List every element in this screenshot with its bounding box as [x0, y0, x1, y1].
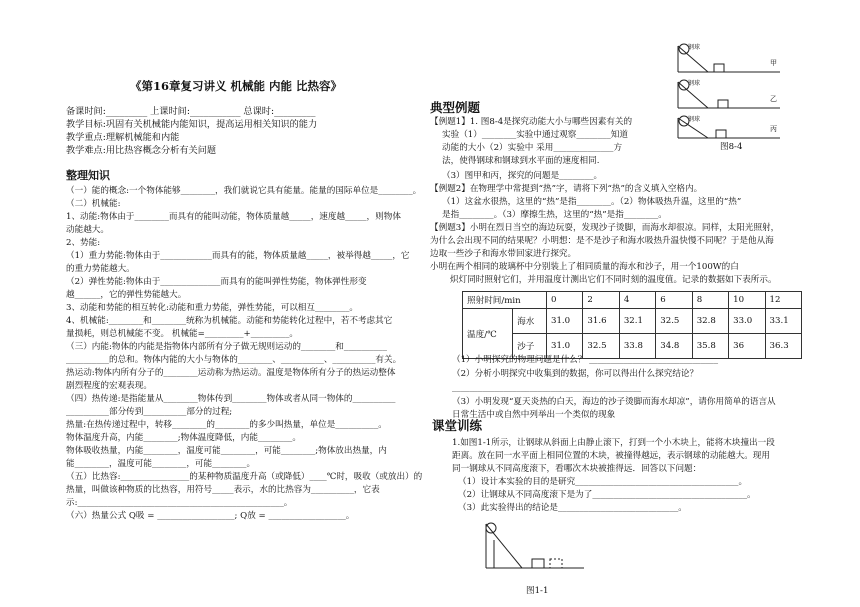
text-line: __________部分传到__________部分的过程; [66, 407, 233, 417]
table-header-cell: 6 [656, 292, 692, 309]
table-header-cell: 4 [619, 292, 655, 309]
table-cell: 31.0 [547, 334, 583, 359]
text-line: 物体温度升高，内能________;物体温度降低，内能________。 [66, 433, 301, 443]
text-line: 热量，叫做该种物质的比热容，用符号_____表示，水的比热容为__________，它表 [66, 485, 380, 495]
text-line: 法，使得钢球和钢球到水平面的速度相同. [442, 156, 600, 166]
text-line: （3）此实验得出的结论是____________________________。 [458, 503, 687, 513]
text-line: 物体吸收热量，内能________，温度可能________，可能________;物体放出热量，内 [66, 446, 387, 456]
text-line: （四）热传递:是指能量从________物体传到________物体或者从同一物体的__________ [66, 394, 396, 404]
text-line: 【例题3】小明在烈日当空的海边玩耍，发现沙子烫脚，而海水却很凉。同样，太阳光照射， [430, 223, 780, 233]
text-line: 距离。放在同一水平面上相同位置的木块，被撞得越远，表示钢球的动能越大。现用 [452, 451, 770, 461]
text-line: （二）机械能: [66, 199, 121, 209]
table-cell: 36 [729, 334, 765, 359]
text-line: （五）比热容:________________的某种物质温度升高（或降低）____℃时，吸收（或放出）的 [66, 472, 423, 482]
table-cell: 31.6 [583, 309, 619, 334]
text-line: 实验（1）________实验中通过观察________知道 [442, 130, 628, 140]
text-line: 小明在两个相同的玻璃杯中分别装上了相同质量的海水和沙子，用一个100W的白 [430, 262, 739, 272]
text-line: 热运动:物体内所有分子的________运动称为热运动。温度是物体所有分子的热运动整体 [66, 368, 396, 378]
info-line: 教学目标:巩固有关机械能内能知识，提高运用相关知识的能力 [66, 119, 318, 130]
table-cell: 32.5 [583, 334, 619, 359]
info-line: 教学难点:用比热容概念分析有关问题 [66, 145, 217, 156]
text-line: 日常生活中或自然中列举出一个类似的现象 [452, 410, 616, 420]
ramp-figure-1-1 [476, 516, 588, 586]
text-line: 边取一些沙子和海水带回家进行探究。 [430, 249, 577, 259]
text-line: 量损耗，则总机械能不变。 机械能=_________+_________。 [66, 329, 298, 339]
info-line: 备课时间:_________ 上课时间:___________ 总课时:_________ [66, 106, 316, 117]
ramp-figure-8-4 [672, 38, 784, 146]
text-line: 4、机械能:________和________统称为机械能。动能和势能转化过程中，若不考虑其它 [66, 316, 393, 326]
text-line: （3）图甲和丙，探究的问题是________。 [442, 171, 603, 181]
text-line: 能________，温度可能________，可能________。 [66, 459, 256, 469]
text-line: 的重力势能越大。 [66, 264, 135, 274]
text-line: （1）小明探究的物理问题是什么？ ______________________________ [452, 355, 719, 365]
text-line: （2）弹性势能:物体由于______________而具有的能叫弹性势能，物体弹性形变 [66, 277, 367, 287]
text-line: 同一钢球从不同高度滚下，看哪次木块被推得远．回答以下问题： [452, 464, 702, 474]
table-header-cell: 2 [583, 292, 619, 309]
text-line: （3）小明发现“夏天炎热的白天，海边的沙子烫脚而海水却凉”，请你用简单的语言从 [452, 397, 776, 407]
table-cell: 33.0 [729, 309, 765, 334]
table-cell: 33.1 [765, 309, 801, 334]
text-line: 是指________。（3）摩擦生热，这里的“热”是指________。 [442, 210, 667, 220]
section-heading: 课堂训练 [432, 418, 483, 433]
text-line: 示:________________________________________________。 [66, 498, 293, 508]
text-line: 【例题2】在物理学中常提到“热”字，请将下列“热”的含义填入空格内。 [430, 184, 703, 194]
text-line: 剧烈程度的宏观表现。 [66, 381, 152, 391]
text-line: 动能越大。 [66, 225, 109, 235]
info-line: 教学重点:理解机械能和内能 [66, 132, 180, 143]
table-cell: 36.3 [765, 334, 801, 359]
text-line: （六）热量公式 Q吸 = __________________; Q放 = __________________。 [66, 511, 355, 521]
table-header-cell: 8 [692, 292, 728, 309]
text-line: 越______，它的弹性势能越大。 [66, 290, 187, 300]
figure-caption: 图1-1 [526, 586, 549, 596]
fig-label-yi: 乙 [770, 95, 777, 103]
text-line: 炽灯同时照射它们，并用温度计测出它们不同时刻的温度值。记录的数据如下表所示。 [450, 275, 777, 285]
text-line: （一）能的概念:一个物体能够________，我们就说它具有能量。能量的国际单位是________。 [66, 186, 422, 196]
text-line: （1）设计本实验的目的是研究______________________________________。 [458, 477, 748, 487]
table-cell: 沙子 [513, 334, 547, 359]
ball-label: 钢球 [688, 116, 701, 123]
table-cell: 33.8 [619, 334, 655, 359]
ball-label: 钢球 [688, 44, 701, 51]
table-cell: 34.8 [656, 334, 692, 359]
text-line: （2）让钢球从不同高度滚下是为了____________________________________。 [458, 490, 756, 500]
table-cell: 32.8 [692, 309, 728, 334]
temperature-table [462, 291, 802, 359]
ball-label: 钢球 [688, 80, 701, 87]
text-line: 2、势能: [66, 238, 101, 248]
table-cell: 32.1 [619, 309, 655, 334]
table-row [463, 309, 802, 334]
text-line: （2）分析小明探究中收集到的数据，你可以得出什么探究结论？ [452, 369, 699, 379]
table-cell: 31.0 [547, 309, 583, 334]
table-header-cell: 12 [765, 292, 801, 309]
text-line: 热量:在热传递过程中，转移________的________的多少叫热量，单位是__________。 [66, 420, 387, 430]
text-line: （三）内能:物体的内能是指物体内部所有分子做无规则运动的________和__________ [66, 342, 387, 352]
table-row-label: 温度/℃ [463, 309, 513, 359]
text-line: 1、动能:物体由于________而具有的能叫动能，物体质量越_____，速度越_____，则物体 [66, 212, 401, 222]
text-line: ____________________________________________ [452, 383, 642, 393]
text-line: 为什么会出现不同的结果呢？小明想：是不是沙子和海水吸热升温快慢不同呢？于是他从海 [430, 236, 774, 246]
text-line: 3、动能和势能的相互转化:动能和重力势能，弹性势能，可以相互________。 [66, 303, 358, 313]
text-line: （1）这盆水很热，这里的“热”是指________。（2）物体吸热升温，这里的“热” [442, 197, 742, 207]
table-header-cell: 照射时间/min [463, 292, 547, 309]
text-line: 1.如图1-1所示，让钢球从斜面上由静止滚下，打到一个小木块上，能将木块撞出一段 [452, 438, 775, 448]
table-cell: 32.5 [656, 309, 692, 334]
table-header-row [463, 292, 802, 309]
table-header-cell: 0 [547, 292, 583, 309]
text-line: （1）重力势能:物体由于____________而具有的能，物体质量越_____，被举得越_____，它 [66, 251, 410, 261]
fig-label-jia: 甲 [770, 59, 777, 67]
table-cell: 海水 [513, 309, 547, 334]
section-heading: 整理知识 [66, 169, 110, 182]
text-line: 动能的大小（2）实验中 采用______________方 [442, 143, 623, 153]
text-line: 【例题1】1. 图8-4是探究动能大小与哪些因素有关的 [430, 117, 633, 127]
figure-caption: 图8-4 [720, 142, 743, 152]
page-title: 《第16章复习讲义 机械能 内能 比热容》 [130, 79, 343, 93]
table-header-cell: 10 [729, 292, 765, 309]
text-line: __________的总和。物体内能的大小与物体的________、__________、__________有关。 [66, 355, 402, 365]
section-heading: 典型例题 [430, 100, 481, 115]
fig-label-bing: 丙 [770, 125, 777, 133]
table-cell: 35.8 [692, 334, 728, 359]
